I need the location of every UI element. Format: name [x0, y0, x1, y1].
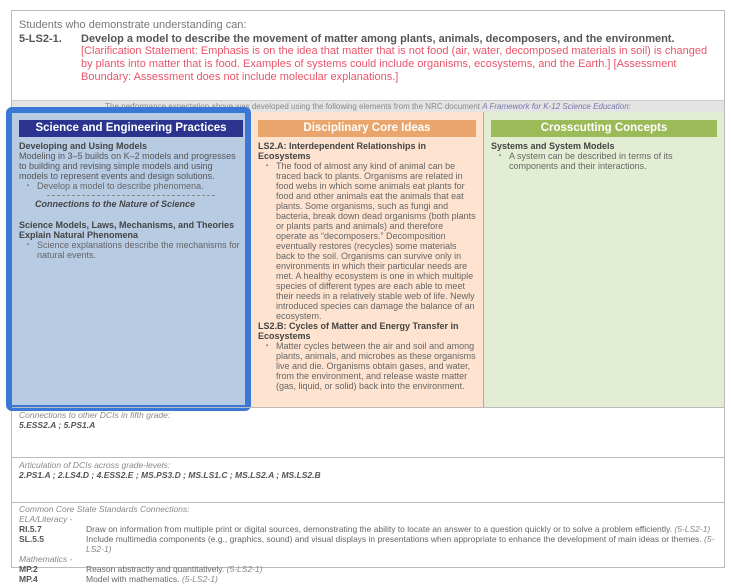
connections-nos: Connections to the Nature of Science — [35, 199, 196, 209]
sep-bullet1: ▪ Develop a model to describe phenomena. — [27, 181, 243, 191]
ccss-ref: (5-LS2-1) — [226, 564, 263, 574]
ccss-text: Reason abstractly and quantitatively. — [86, 564, 227, 574]
ccss-text: Include multimedia components (e.g., graphics, sound) and visual displays in presentations when appropriate to enhance the development of main ideas or themes. — [86, 534, 705, 544]
ccss-ref: (5-LS2-1) — [674, 524, 711, 534]
cc-bullet1: ▪ A system can be described in terms of its components and their interactions. — [499, 151, 717, 171]
articulation-label: Articulation of DCIs across grade-levels: — [19, 460, 171, 470]
ccss-row — [19, 564, 717, 574]
dci-bullet2: ▪ Matter cycles between the air and soil and among plants, animals, and microbes as these organisms live and die. Organisms obtain gases, and water, from the environment, and release waste matter (gas, liquid, or solid) back into the environment. — [266, 341, 476, 391]
performance-expectation — [19, 33, 719, 84]
ela-label: ELA/Literacy - — [19, 514, 73, 524]
sep-column — [12, 112, 250, 407]
header — [19, 19, 719, 84]
articulation-codes[interactable]: 2.PS1.A ; 2.LS4.D ; 4.ESS2.E ; MS.PS3.D ; MS.LS1.C ; MS.LS2.A ; MS.LS2.B — [19, 470, 321, 480]
sep-text1: Modeling in 3–5 builds on K–2 models and progresses to building and revising simple models and using models to represent events and design solutions. — [19, 151, 236, 181]
framework-band — [12, 100, 724, 112]
framework-doc: A Framework for K-12 Science Education — [482, 102, 629, 111]
cc-heading: Crosscutting Concepts — [491, 120, 717, 137]
ccss-row — [19, 524, 717, 534]
sep-sub1: Developing and Using Models — [19, 141, 148, 151]
connections-section — [12, 407, 724, 457]
band-text: The performance expectation above was developed using the following elements from the NRC document — [105, 102, 483, 111]
divider — [47, 195, 215, 196]
ccss-code: SL.5.5 — [19, 534, 45, 544]
dci-sub2: LS2.B: Cycles of Matter and Energy Transfer in Ecosystems — [258, 321, 459, 341]
pe-title: Develop a model to describe the movement of matter among plants, animals, decomposers, and the environment. — [81, 33, 675, 45]
cc-column — [484, 112, 724, 407]
ccss-section — [12, 502, 724, 584]
dci-column — [250, 112, 484, 407]
ccss-ref: (5-LS2-1) — [181, 574, 218, 584]
ccss-text: Model with mathematics. — [86, 574, 182, 584]
connections-label: Connections to other DCIs in fifth grade: — [19, 410, 171, 420]
ccss-ref: (5-LS2-1) — [86, 534, 715, 554]
cc-sub1: Systems and System Models — [491, 141, 615, 151]
articulation-section — [12, 457, 724, 502]
math-label: Mathematics - — [19, 554, 73, 564]
intro-text: Students who demonstrate understanding can: — [19, 19, 247, 31]
clarification-statement: [Clarification Statement: Emphasis is on the idea that matter that is not food (air, water, decomposed materials in soil) is changed by plants into matter that is food. Examples of systems could include organisms, ecosystems, and the Earth.] [Assessment Boundary: Assessment does not include molecular explanations.] — [81, 45, 708, 83]
ccss-label: Common Core State Standards Connections: — [19, 504, 190, 514]
ccss-text: Draw on information from multiple print or digital sources, demonstrating the ability to locate an answer to a question quickly or to solve a problem efficiently. — [86, 524, 675, 534]
connections-codes[interactable]: 5.ESS2.A ; 5.PS1.A — [19, 420, 96, 430]
dci-bullet1: ▪ The food of almost any kind of animal can be traced back to plants. Organisms are related in food webs in which some animals eat plants for food and other animals eat the animals that eat plants. Some organisms, such as fungi and bacteria, break down dead organisms (both plants or plants parts and animals) and therefore operate as “decomposers.” Decomposition eventually restores (recycles) some materials back to the soil. Organisms can survive only in environments in which their particular needs are met. A healthy ecosystem is one in which multiple species of different types are each able to meet their needs in a relatively stable web of life. Newly introduced species can damage the balance of an ecosystem. — [266, 161, 476, 321]
dci-heading: Disciplinary Core Ideas — [258, 120, 476, 137]
ccss-row — [19, 574, 717, 584]
sep-sub2: Science Models, Laws, Mechanisms, and Theories Explain Natural Phenomena — [19, 220, 235, 240]
sep-bullet2: ▪ Science explanations describe the mechanisms for natural events. — [27, 240, 243, 260]
ccss-row — [19, 534, 717, 554]
ccss-code: MP.2 — [19, 564, 38, 574]
sep-heading: Science and Engineering Practices — [19, 120, 243, 137]
pe-code: 5-LS2-1. — [19, 33, 62, 45]
dci-sub1: LS2.A: Interdependent Relationships in Ecosystems — [258, 141, 427, 161]
ccss-code: MP.4 — [19, 574, 38, 584]
band-end: : — [628, 102, 631, 111]
ccss-code: RI.5.7 — [19, 524, 42, 534]
